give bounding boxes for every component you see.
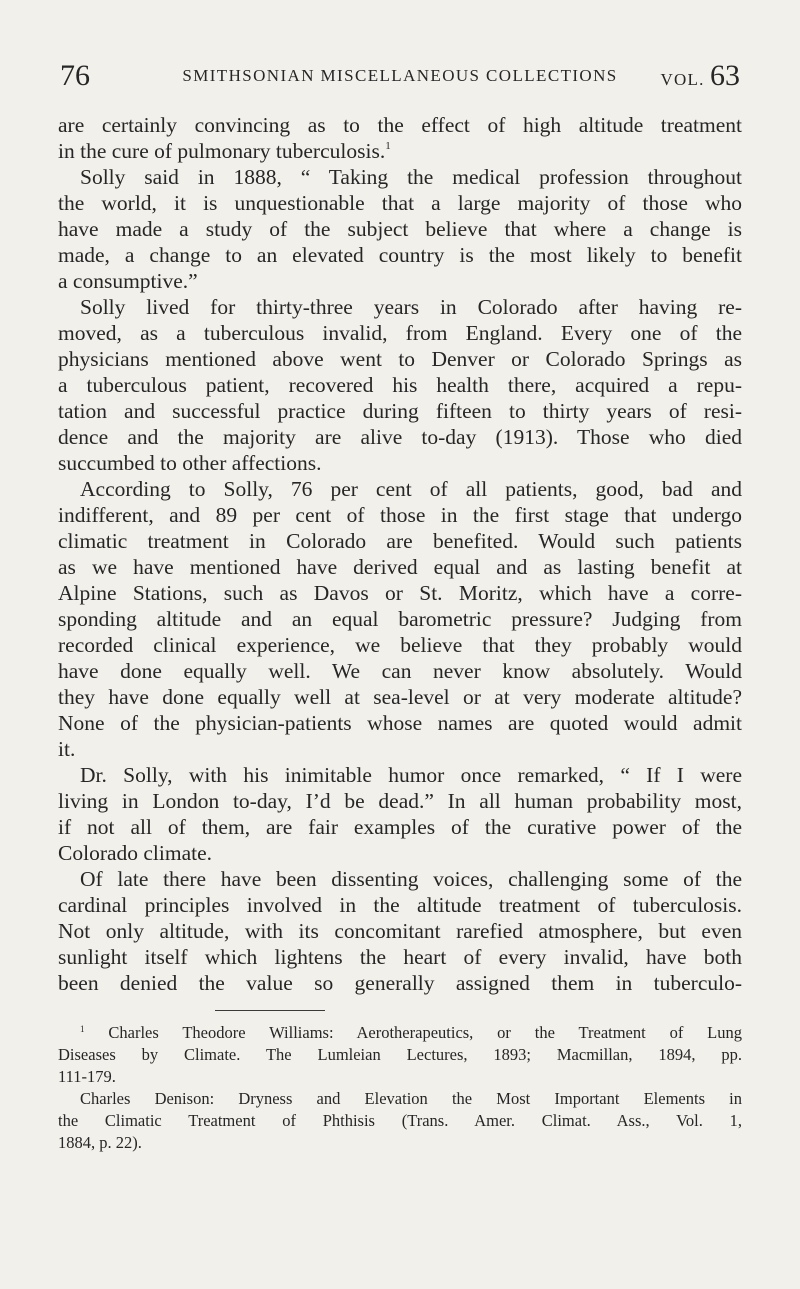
page-number: 76: [60, 59, 90, 92]
volume-word: VOL.: [660, 70, 705, 89]
body-line: indifferent, and 89 per cent of those in the first stage that undergo: [58, 503, 742, 527]
body-line: they have done equally well at sea-level or at very moderate altitude?: [58, 685, 742, 709]
body-line: recorded clinical experience, we believe that they probably would: [58, 633, 742, 657]
footnote-marker: 1: [80, 1024, 85, 1034]
body-line: None of the physician-patients whose names are quoted would admit: [58, 711, 742, 735]
body-line: sunlight itself which lightens the heart of every invalid, have both: [58, 945, 742, 969]
footnote-line: the Climatic Treatment of Phthisis (Trans. Amer. Climat. Ass., Vol. 1,: [58, 1111, 742, 1130]
volume-number: 63: [710, 59, 740, 92]
body-line: the world, it is unquestionable that a large majority of those who: [58, 191, 742, 215]
body-line: Dr. Solly, with his inimitable humor once remarked, “ If I were: [80, 763, 742, 787]
running-header: [60, 58, 740, 94]
body-line: physicians mentioned above went to Denver or Colorado Springs as: [58, 347, 742, 371]
body-line: Alpine Stations, such as Davos or St. Moritz, which have a corre-: [58, 581, 742, 605]
body-line: been denied the value so generally assigned them in tuberculo-: [58, 971, 742, 995]
footnote-divider: [215, 1010, 325, 1011]
body-line: made, a change to an elevated country is the most likely to benefit: [58, 243, 742, 267]
footnote-text: Charles Theodore Williams: Aerotherapeutics, or the Treatment of Lung: [108, 1023, 743, 1042]
footnote-line: 111-179.: [58, 1067, 116, 1086]
body-line: Of late there have been dissenting voices, challenging some of the: [80, 867, 742, 891]
body-line: dence and the majority are alive to-day (1913). Those who died: [58, 425, 742, 449]
body-line: sponding altitude and an equal barometric pressure? Judging from: [58, 607, 742, 631]
volume-label: [661, 58, 740, 98]
body-line: Colorado climate.: [58, 841, 213, 865]
body-line: if not all of them, are fair examples of the curative power of the: [58, 815, 742, 839]
footnote-line: Diseases by Climate. The Lumleian Lectures, 1893; Macmillan, 1894, pp.: [58, 1045, 742, 1064]
footnote-line: 1884, p. 22).: [58, 1133, 142, 1152]
body-line: climatic treatment in Colorado are benefited. Would such patients: [58, 529, 742, 553]
body-line: tation and successful practice during fifteen to thirty years of resi-: [58, 399, 742, 423]
body-line: succumbed to other affections.: [58, 451, 322, 475]
body-line: are certainly convincing as to the effect of high altitude treatment: [58, 113, 742, 137]
body-line: Solly lived for thirty-three years in Colorado after having re-: [80, 295, 742, 319]
body-text: [58, 112, 742, 996]
footnote-line: [58, 1022, 742, 1044]
body-line-text: in the cure of pulmonary tuberculosis.: [58, 139, 386, 163]
footnote-reference: 1: [385, 140, 391, 152]
body-line: a tuberculous patient, recovered his health there, acquired a repu-: [58, 373, 742, 397]
body-line: it.: [58, 737, 76, 761]
body-line: Solly said in 1888, “ Taking the medical profession throughout: [80, 165, 742, 189]
body-line: living in London to-day, I’d be dead.” In all human probability most,: [58, 789, 742, 813]
body-line: Not only altitude, with its concomitant rarefied atmosphere, but even: [58, 919, 742, 943]
body-line: moved, as a tuberculous invalid, from England. Every one of the: [58, 321, 742, 345]
body-line: a consumptive.”: [58, 269, 198, 293]
footnote-line: Charles Denison: Dryness and Elevation the Most Important Elements in: [80, 1089, 742, 1108]
body-line-with-footnote-ref: [58, 138, 742, 164]
body-line: have done equally well. We can never know absolutely. Would: [58, 659, 742, 683]
body-line: as we have mentioned have derived equal and as lasting benefit at: [58, 555, 742, 579]
body-line: According to Solly, 76 per cent of all patients, good, bad and: [80, 477, 742, 501]
body-line: have made a study of the subject believe that where a change is: [58, 217, 742, 241]
body-line: cardinal principles involved in the altitude treatment of tuberculosis.: [58, 893, 742, 917]
series-title: SMITHSONIAN MISCELLANEOUS COLLECTIONS: [182, 66, 618, 85]
footnotes: [58, 1022, 742, 1154]
